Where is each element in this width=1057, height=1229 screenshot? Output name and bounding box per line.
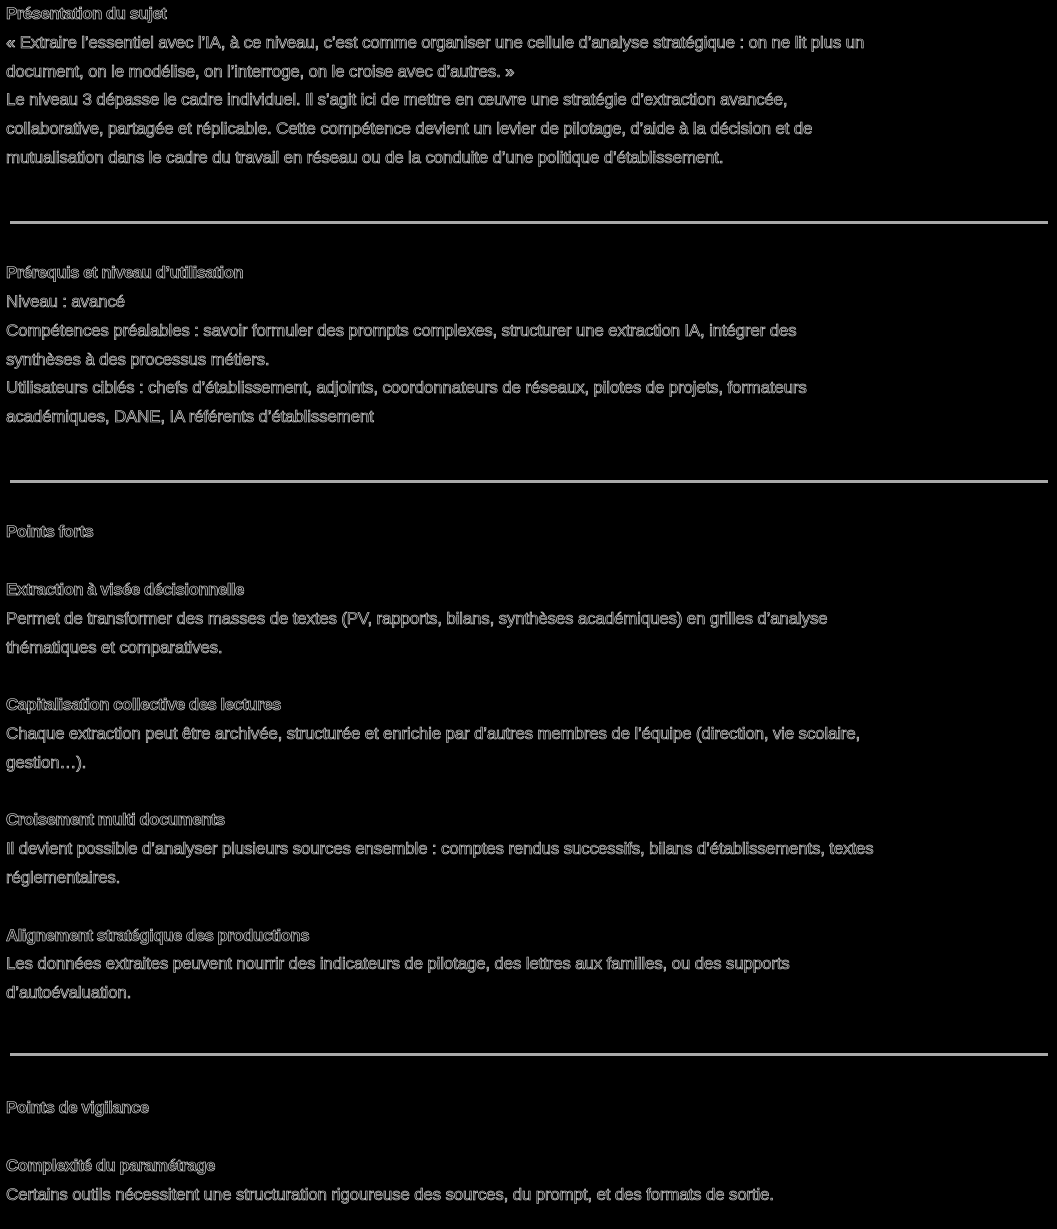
presentation-body-line: mutualisation dans le cadre du travail en réseau ou de la conduite d’une politique d’établissement. bbox=[6, 147, 724, 167]
presentation-quote-line: document, on le modélise, on l’interroge, on le croise avec d’autres. » bbox=[6, 61, 515, 81]
vigilance-text-line: Certains outils nécessitent une structuration rigoureuse des sources, du prompt, et des formats de sortie. bbox=[6, 1184, 774, 1204]
strength-heading: Alignement stratégique des productions bbox=[6, 925, 310, 945]
spacer bbox=[6, 490, 1054, 519]
strength-text-line: Il devient possible d’analyser plusieurs sources ensemble : comptes rendus successifs, bilans d’établissements, textes bbox=[6, 839, 874, 859]
section-divider bbox=[10, 1053, 1048, 1056]
strength-text-line: Les données extraites peuvent nourrir des indicateurs de pilotage, des lettres aux familles, ou des supports bbox=[6, 954, 790, 974]
spacer bbox=[6, 662, 1054, 691]
spacer bbox=[6, 1037, 1054, 1066]
section-title-presentation: Présentation du sujet bbox=[6, 4, 167, 23]
section-title-strengths: Points forts bbox=[6, 522, 94, 542]
prerequisites-users-line: académiques, DANE, IA référents d’établissement bbox=[6, 407, 374, 427]
spacer bbox=[6, 1065, 1054, 1094]
spacer bbox=[6, 173, 1054, 202]
spacer bbox=[6, 547, 1054, 576]
spacer bbox=[6, 461, 1054, 490]
spacer bbox=[6, 202, 1054, 231]
prerequisites-level: Niveau : avancé bbox=[6, 291, 125, 311]
section-title-vigilance: Points de vigilance bbox=[6, 1098, 149, 1118]
presentation-quote-line: « Extraire l’essentiel avec l’IA, à ce niveau, c’est comme organiser une cellule d’analyse stratégique : on ne lit plus un bbox=[6, 32, 865, 52]
strength-heading: Extraction à visée décisionnelle bbox=[6, 579, 244, 599]
spacer bbox=[6, 778, 1054, 807]
section-title-prerequisites: Prérequis et niveau d’utilisation bbox=[6, 263, 244, 283]
spacer bbox=[6, 1008, 1054, 1037]
spacer bbox=[6, 1123, 1054, 1152]
strength-text-line: réglementaires. bbox=[6, 867, 121, 887]
prerequisites-skills-line: synthèses à des processus métiers. bbox=[6, 349, 270, 369]
prerequisites-skills-line: Compétences préalables : savoir formuler des prompts complexes, structurer une extraction IA, intégrer des bbox=[6, 320, 797, 340]
spacer bbox=[6, 432, 1054, 461]
strength-text-line: Chaque extraction peut être archivée, structurée et enrichie par d’autres membres de l’équipe (direction, vie scolaire, bbox=[6, 723, 861, 743]
vigilance-heading: Complexité du paramétrage bbox=[6, 1155, 215, 1175]
section-divider bbox=[10, 221, 1048, 224]
presentation-body-line: collaborative, partagée et réplicable. Cette compétence devient un levier de pilotage, d’aide à la décision et de bbox=[6, 119, 813, 139]
strength-heading: Capitalisation collective des lectures bbox=[6, 695, 281, 715]
strength-text-line: d’autoévaluation. bbox=[6, 983, 132, 1003]
spacer bbox=[6, 230, 1054, 259]
spacer bbox=[6, 893, 1054, 922]
strength-heading: Croisement multi documents bbox=[6, 810, 225, 830]
strength-text-line: gestion…). bbox=[6, 752, 87, 772]
presentation-body-line: Le niveau 3 dépasse le cadre individuel. Il s’agit ici de mettre en œuvre une stratégie d’extraction avancée, bbox=[6, 90, 788, 110]
prerequisites-users-line: Utilisateurs ciblés : chefs d’établissement, adjoints, coordonnateurs de réseaux, pilotes de projets, formateurs bbox=[6, 378, 807, 398]
strength-text-line: thématiques et comparatives. bbox=[6, 637, 223, 657]
document-page bbox=[6, 0, 1054, 1209]
strength-text-line: Permet de transformer des masses de textes (PV, rapports, bilans, synthèses académiques) en grilles d’analyse bbox=[6, 608, 828, 628]
section-divider bbox=[10, 480, 1048, 483]
